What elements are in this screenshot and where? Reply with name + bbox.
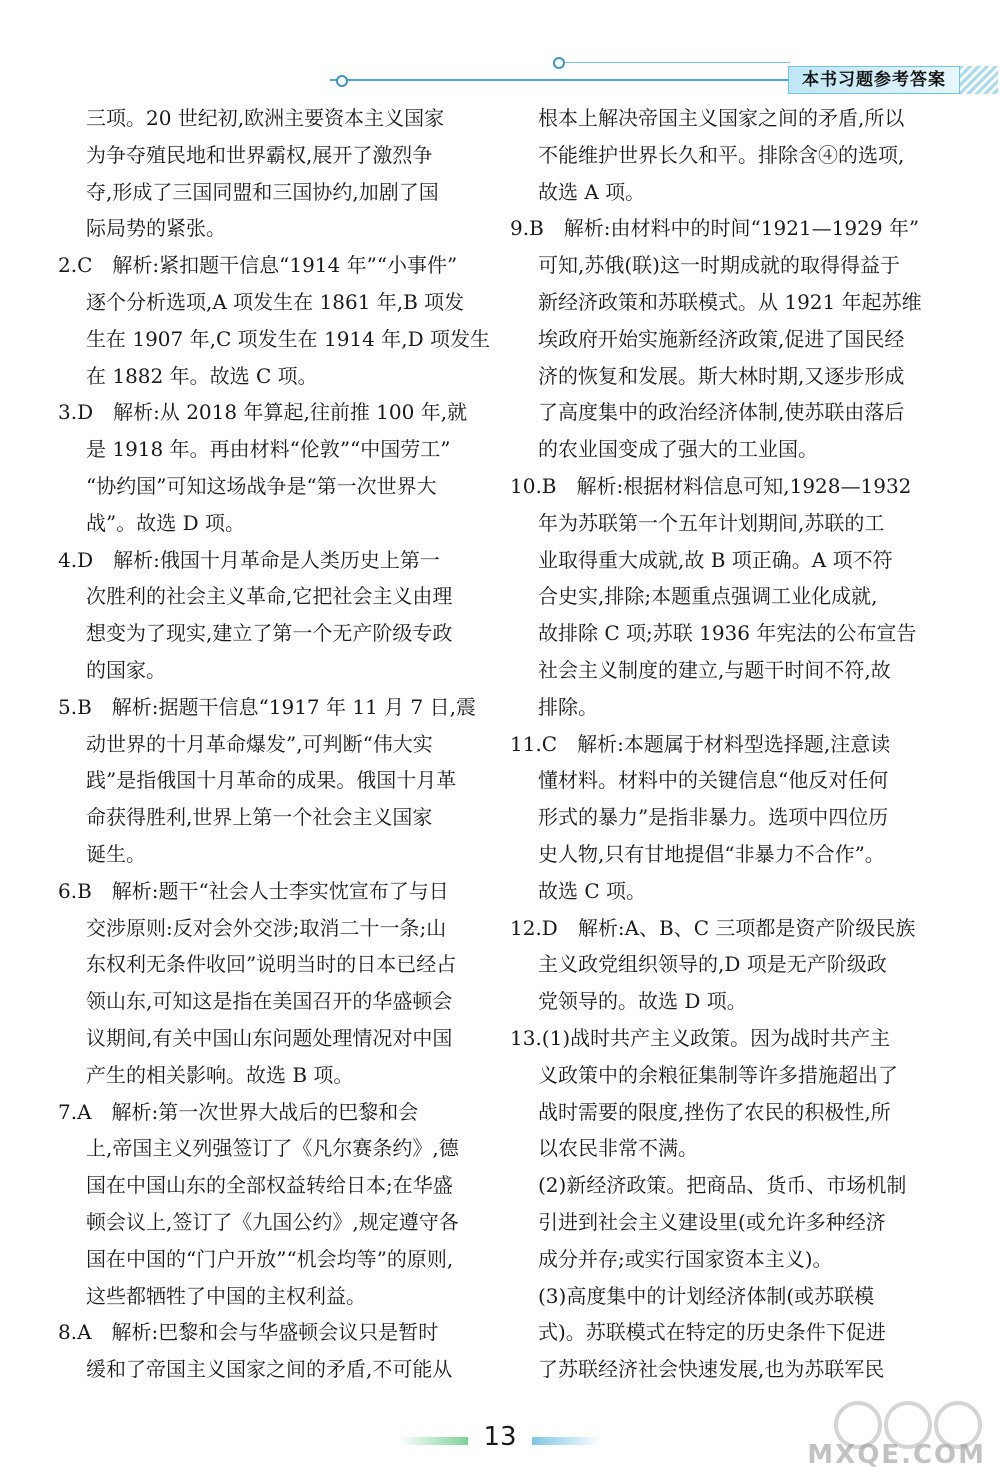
text-line: 8.A 解析:巴黎和会与华盛顿会议只是暂时 (58, 1320, 439, 1345)
text-line: 7.A 解析:第一次世界大战后的巴黎和会 (58, 1099, 419, 1124)
text-line: 可知,苏俄(联)这一时期成就的取得得益于 (538, 253, 900, 278)
text-line: “协约国”可知这场战争是“第一次世界大 (86, 473, 437, 498)
text-line: 9.B 解析:由材料中的时间“1921—1929 年” (510, 216, 920, 241)
watermark-text: MXQE.COM (807, 1440, 986, 1470)
text-line: 次胜利的社会主义革命,它把社会主义由理 (86, 584, 453, 609)
text-line: 生在 1907 年,C 项发生在 1914 年,D 项发生 (86, 326, 490, 351)
left-column (58, 100, 498, 1388)
page-number: 13 (483, 1422, 517, 1452)
text-line: 上,帝国主义列强签订了《凡尔赛条约》,德 (86, 1136, 459, 1161)
text-line: 故选 A 项。 (538, 179, 646, 204)
text-line: 这些都牺牲了中国的主权利益。 (86, 1283, 366, 1308)
text-line: 想变为了现实,建立了第一个无产阶级专政 (86, 621, 453, 646)
text-line: 社会主义制度的建立,与题干时间不符,故 (538, 657, 891, 682)
text-line: 夺,形成了三国同盟和三国协约,加剧了国 (86, 179, 439, 204)
right-column (510, 100, 950, 1388)
text-line: 新经济政策和苏联模式。从 1921 年起苏维 (538, 289, 922, 314)
text-line: 年为苏联第一个五年计划期间,苏联的工 (538, 510, 885, 535)
text-line: 在 1882 年。故选 C 项。 (86, 363, 318, 388)
header-decoration (960, 66, 998, 94)
text-line: 合史实,排除;本题重点强调工业化成就, (538, 584, 878, 609)
text-line: 的农业国变成了强大的工业国。 (538, 437, 818, 462)
text-line: 埃政府开始实施新经济政策,促进了国民经 (538, 326, 905, 351)
footer-decoration-left (398, 1437, 468, 1445)
text-line: 懂材料。材料中的关键信息“他反对任何 (538, 768, 889, 793)
text-line: 式)。苏联模式在特定的历史条件下促进 (538, 1320, 886, 1345)
text-line: 为争夺殖民地和世界霸权,展开了激烈争 (86, 142, 433, 167)
text-line: 根本上解决帝国主义国家之间的矛盾,所以 (538, 106, 905, 130)
text-line: 命获得胜利,世界上第一个社会主义国家 (86, 805, 433, 830)
text-line: 诞生。 (86, 841, 146, 866)
text-line: 业取得重大成就,故 B 项正确。A 项不符 (538, 547, 893, 572)
text-line: 主义政党组织领导的,D 项是无产阶级政 (538, 952, 887, 977)
text-line: 交涉原则:反对会外交涉;取消二十一条;山 (86, 915, 447, 940)
text-line: 动世界的十月革命爆发”,可判断“伟大实 (86, 731, 433, 756)
text-line: 缓和了帝国主义国家之间的矛盾,不可能从 (86, 1357, 453, 1382)
text-line: 产生的相关影响。故选 B 项。 (86, 1062, 354, 1087)
text-line: 际局势的紧张。 (86, 216, 226, 241)
text-line: 以农民非常不满。 (538, 1136, 698, 1161)
text-line: 形式的暴力”是指非暴力。选项中四位历 (538, 805, 889, 830)
text-line: 了苏联经济社会快速发展,也为苏联军民 (538, 1357, 885, 1382)
text-line: 济的恢复和发展。斯大林时期,又逐步形成 (538, 363, 905, 388)
text-line: (2)新经济政策。把商品、货币、市场机制 (538, 1173, 907, 1198)
text-line: 史人物,只有甘地提倡“非暴力不合作”。 (538, 841, 885, 866)
text-line: 3.D 解析:从 2018 年算起,往前推 100 年,就 (58, 400, 468, 425)
text-line: (3)高度集中的计划经济体制(或苏联模 (538, 1283, 875, 1308)
text-line: 成分并存;或实行国家资本主义)。 (538, 1246, 833, 1271)
text-line: 5.B 解析:据题干信息“1917 年 11 月 7 日,震 (58, 694, 476, 719)
text-line: 三项。20 世纪初,欧洲主要资本主义国家 (86, 106, 445, 130)
text-line: 战”。故选 D 项。 (86, 510, 245, 535)
text-line: 义政策中的余粮征集制等许多措施超出了 (538, 1062, 898, 1087)
text-line: 不能维护世界长久和平。排除含④的选项, (538, 142, 905, 167)
header-tag: 本书习题参考答案 (788, 66, 960, 94)
text-line: 6.B 解析:题干“社会人士李实忱宣布了与日 (58, 878, 449, 903)
text-line: 的国家。 (86, 657, 166, 682)
text-line: 国在中国的“门户开放”“机会均等”的原则, (86, 1246, 454, 1271)
text-line: 故选 C 项。 (538, 878, 647, 903)
text-line: 了高度集中的政治经济体制,使苏联由落后 (538, 400, 905, 425)
text-line: 议期间,有关中国山东问题处理情况对中国 (86, 1025, 453, 1050)
text-line: 13.(1)战时共产主义政策。因为战时共产主 (510, 1025, 891, 1050)
header-dot-icon (336, 75, 348, 87)
header-dot-icon (553, 57, 565, 69)
text-line: 排除。 (538, 694, 598, 719)
text-line: 11.C 解析:本题属于材料型选择题,注意读 (510, 731, 891, 756)
header-rule-thin (560, 62, 790, 63)
text-line: 党领导的。故选 D 项。 (538, 989, 747, 1014)
text-line: 是 1918 年。再由材料“伦敦”“中国劳工” (86, 437, 451, 462)
text-line: 顿会议上,签订了《九国公约》,规定遵守各 (86, 1209, 459, 1234)
text-line: 践”是指俄国十月革命的成果。俄国十月革 (86, 768, 457, 793)
text-line: 领山东,可知这是指在美国召开的华盛顿会 (86, 989, 453, 1014)
text-line: 战时需要的限度,挫伤了农民的积极性,所 (538, 1099, 891, 1124)
footer-decoration-right (532, 1437, 602, 1445)
header-rule (330, 79, 790, 81)
text-line: 12.D 解析:A、B、C 三项都是资产阶级民族 (510, 915, 916, 940)
text-line: 故排除 C 项;苏联 1936 年宪法的公布宣告 (538, 621, 917, 646)
text-line: 逐个分析选项,A 项发生在 1861 年,B 项发 (86, 289, 465, 314)
text-line: 2.C 解析:紧扣题干信息“1914 年”“小事件” (58, 253, 458, 278)
text-line: 国在中国山东的全部权益转给日本;在华盛 (86, 1173, 453, 1198)
text-line: 10.B 解析:根据材料信息可知,1928—1932 (510, 473, 912, 498)
text-line: 东权利无条件收回”说明当时的日本已经占 (86, 952, 457, 977)
text-line: 引进到社会主义建设里(或允许多种经济 (538, 1209, 886, 1234)
text-line: 4.D 解析:俄国十月革命是人类历史上第一 (58, 547, 440, 572)
